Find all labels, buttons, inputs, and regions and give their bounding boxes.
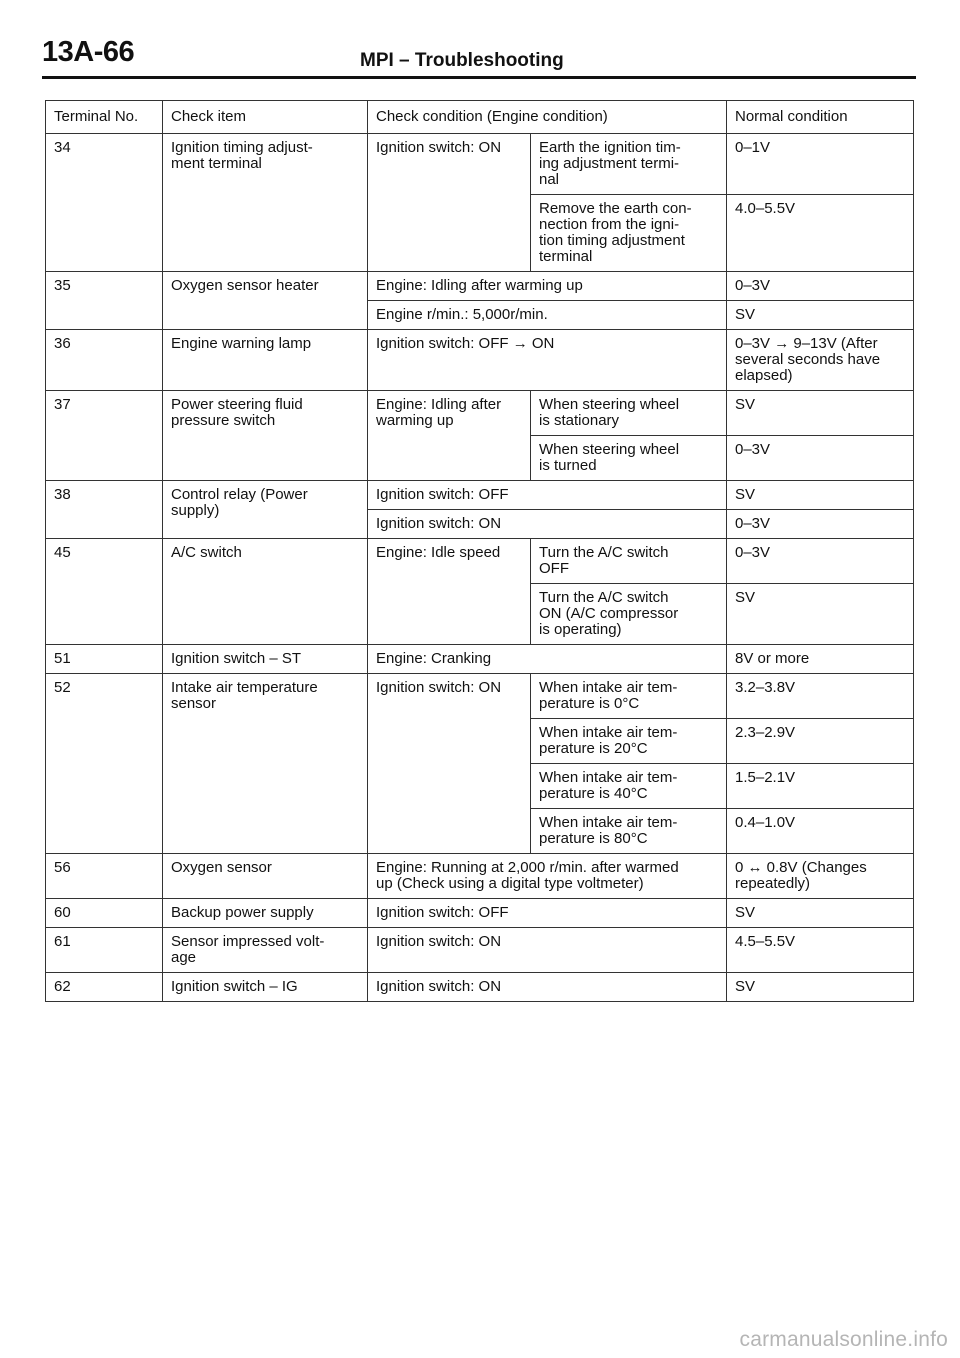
check-condition: Ignition switch: ON [368, 973, 727, 1002]
check-item: Sensor impressed volt- age [163, 928, 368, 973]
table-row [46, 674, 914, 719]
check-item: Ignition switch – IG [163, 973, 368, 1002]
terminal-number: 45 [46, 539, 163, 645]
terminal-number: 35 [46, 272, 163, 330]
table-row [46, 272, 914, 301]
table-row [46, 899, 914, 928]
check-condition-detail: When intake air tem- perature is 80°C [531, 809, 727, 854]
check-condition-detail: When intake air tem- perature is 0°C [531, 674, 727, 719]
table-header-row [46, 101, 914, 134]
normal-condition: 4.5–5.5V [727, 928, 914, 973]
page-title: MPI – Troubleshooting [360, 50, 564, 71]
check-condition: Engine r/min.: 5,000r/min. [368, 301, 727, 330]
col-header-terminal: Terminal No. [46, 101, 163, 134]
check-condition: Engine: Idling after warming up [368, 272, 727, 301]
check-condition-detail: When intake air tem- perature is 20°C [531, 719, 727, 764]
table-row [46, 330, 914, 391]
table-row [46, 854, 914, 899]
normal-condition: SV [727, 391, 914, 436]
normal-condition: SV [727, 301, 914, 330]
table-row [46, 391, 914, 436]
normal-condition: SV [727, 584, 914, 645]
normal-condition: 0–3V [727, 539, 914, 584]
normal-condition: 0–3V [727, 272, 914, 301]
check-item: Control relay (Power supply) [163, 481, 368, 539]
normal-condition: 8V or more [727, 645, 914, 674]
table-row [46, 481, 914, 510]
check-item: Oxygen sensor [163, 854, 368, 899]
normal-condition: SV [727, 481, 914, 510]
check-condition-main: Ignition switch: ON [368, 674, 531, 854]
col-header-check-item: Check item [163, 101, 368, 134]
table-row [46, 134, 914, 195]
terminal-number: 38 [46, 481, 163, 539]
check-condition: Ignition switch: ON [368, 510, 727, 539]
table-body [46, 134, 914, 1002]
normal-condition: 0–3V → 9–13V (After several seconds have elapsed) [727, 330, 914, 391]
check-condition: Ignition switch: ON [368, 928, 727, 973]
normal-condition: 0.4–1.0V [727, 809, 914, 854]
check-condition-detail: Earth the ignition tim- ing adjustment termi- nal [531, 134, 727, 195]
check-condition-detail: Remove the earth con- nection from the igni- tion timing adjustment terminal [531, 195, 727, 272]
col-header-check-condition: Check condition (Engine condition) [368, 101, 727, 134]
check-condition-main: Engine: Idle speed [368, 539, 531, 645]
normal-condition: 3.2–3.8V [727, 674, 914, 719]
check-item: Engine warning lamp [163, 330, 368, 391]
check-item: Ignition switch – ST [163, 645, 368, 674]
page-number: 13A-66 [42, 36, 135, 68]
check-condition-detail: When steering wheel is turned [531, 436, 727, 481]
normal-condition: SV [727, 899, 914, 928]
normal-condition: 0 ↔ 0.8V (Changes repeatedly) [727, 854, 914, 899]
terminal-check-table [45, 100, 914, 1002]
check-item: Power steering fluid pressure switch [163, 391, 368, 481]
terminal-number: 62 [46, 973, 163, 1002]
col-header-normal-condition: Normal condition [727, 101, 914, 134]
check-condition-detail: Turn the A/C switch OFF [531, 539, 727, 584]
header-rule [42, 76, 916, 79]
normal-condition: 2.3–2.9V [727, 719, 914, 764]
check-condition-main: Ignition switch: ON [368, 134, 531, 272]
watermark: carmanualsonline.info [739, 1328, 948, 1351]
normal-condition: 0–3V [727, 436, 914, 481]
check-item: A/C switch [163, 539, 368, 645]
normal-condition: SV [727, 973, 914, 1002]
check-condition-main: Engine: Idling after warming up [368, 391, 531, 481]
normal-condition: 1.5–2.1V [727, 764, 914, 809]
table-row [46, 928, 914, 973]
check-condition: Ignition switch: OFF → ON [368, 330, 727, 391]
normal-condition: 0–1V [727, 134, 914, 195]
check-item: Backup power supply [163, 899, 368, 928]
check-item: Intake air temperature sensor [163, 674, 368, 854]
check-condition: Ignition switch: OFF [368, 899, 727, 928]
terminal-number: 34 [46, 134, 163, 272]
check-item: Oxygen sensor heater [163, 272, 368, 330]
normal-condition: 4.0–5.5V [727, 195, 914, 272]
terminal-number: 52 [46, 674, 163, 854]
terminal-number: 36 [46, 330, 163, 391]
check-item: Ignition timing adjust- ment terminal [163, 134, 368, 272]
check-condition: Engine: Cranking [368, 645, 727, 674]
check-condition-detail: When steering wheel is stationary [531, 391, 727, 436]
table-row [46, 645, 914, 674]
terminal-number: 37 [46, 391, 163, 481]
normal-condition: 0–3V [727, 510, 914, 539]
check-condition: Ignition switch: OFF [368, 481, 727, 510]
terminal-number: 56 [46, 854, 163, 899]
terminal-number: 60 [46, 899, 163, 928]
table-row [46, 973, 914, 1002]
check-condition-detail: When intake air tem- perature is 40°C [531, 764, 727, 809]
terminal-number: 61 [46, 928, 163, 973]
check-condition: Engine: Running at 2,000 r/min. after warmed up (Check using a digital type voltmeter) [368, 854, 727, 899]
table-row [46, 539, 914, 584]
terminal-number: 51 [46, 645, 163, 674]
check-condition-detail: Turn the A/C switch ON (A/C compressor is operating) [531, 584, 727, 645]
